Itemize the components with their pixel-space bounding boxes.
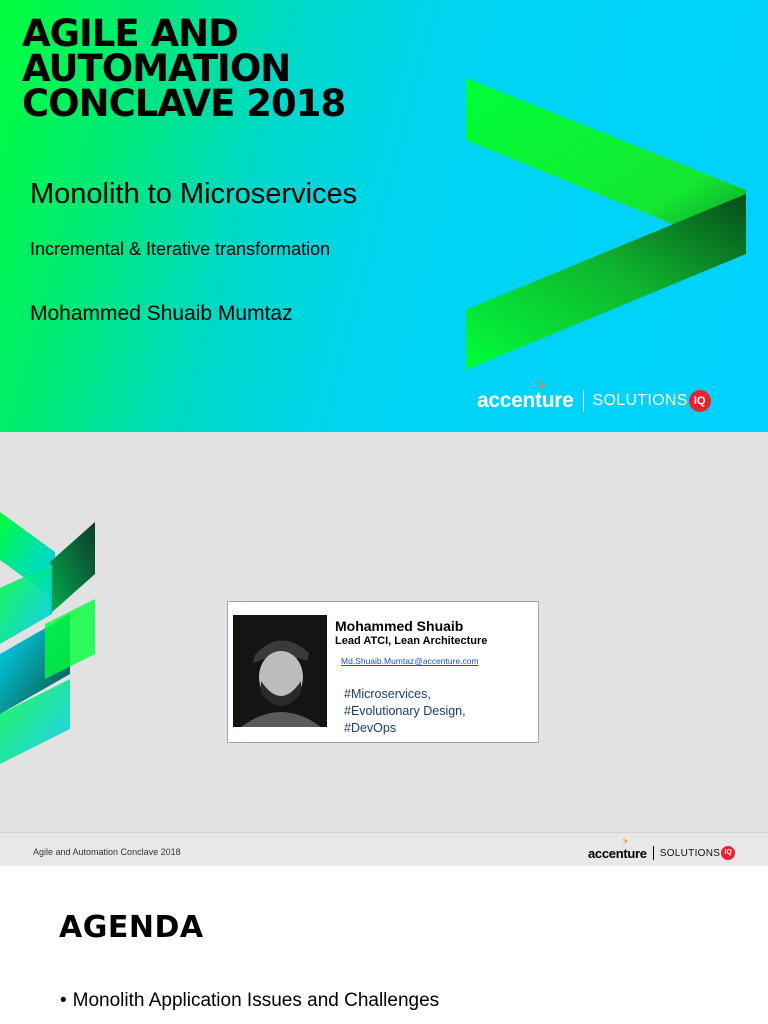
slide-footer	[0, 832, 768, 866]
tag-item: #DevOps	[344, 721, 397, 735]
footer-text: Agile and Automation Conclave 2018	[33, 847, 181, 857]
agenda-list-item	[60, 990, 439, 1012]
speaker-card-name: Mohammed Shuaib	[335, 618, 464, 634]
conference-title-line: AUTOMATION	[22, 47, 291, 90]
conference-title-line: AGILE AND	[22, 12, 238, 55]
iq-badge-icon: IQ	[721, 846, 735, 860]
accenture-caret-icon: >	[538, 378, 546, 392]
talk-subtitle: Incremental & Iterative transformation	[30, 239, 331, 259]
speaker-slide	[0, 432, 768, 866]
speaker-tags	[344, 686, 466, 737]
speaker-photo	[233, 615, 327, 727]
accenture-wordmark	[588, 836, 647, 861]
conference-title-line: CONCLAVE 2018	[22, 82, 346, 125]
title-slide	[0, 0, 768, 432]
speaker-card-role: Lead ATCI, Lean Architecture	[335, 635, 488, 647]
conference-title	[22, 12, 346, 125]
chevron-decoration-icon	[0, 504, 100, 764]
bullet-icon: •	[60, 990, 67, 1011]
tag-item: #Microservices,	[344, 687, 431, 701]
tag-item: #Evolutionary Design,	[344, 704, 466, 718]
logo-divider	[653, 846, 654, 860]
speaker-name: Mohammed Shuaib Mumtaz	[30, 302, 293, 325]
accenture-wordmark: accenture	[477, 389, 574, 412]
accenture-solutionsiq-logo	[588, 836, 735, 862]
iq-badge-icon: IQ	[689, 390, 711, 412]
accenture-wordmark-text: accenture	[588, 845, 647, 861]
agenda-title: AGENDA	[59, 910, 204, 945]
logo-divider	[583, 390, 584, 412]
portrait-image	[233, 615, 327, 727]
talk-title: Monolith to Microservices	[30, 178, 358, 210]
solutions-wordmark: SOLUTIONS	[592, 392, 688, 409]
speaker-card	[227, 601, 539, 743]
accenture-solutionsiq-logo	[477, 386, 711, 416]
agenda-item-text: Monolith Application Issues and Challenges	[72, 990, 440, 1011]
chevron-graphic-icon	[466, 78, 746, 370]
speaker-email-link[interactable]: Md.Shuaib.Mumtaz@accenture.com	[341, 656, 479, 666]
accenture-caret-icon: >	[623, 836, 628, 846]
agenda-slide	[0, 866, 768, 1024]
solutions-wordmark: SOLUTIONS	[659, 847, 721, 859]
